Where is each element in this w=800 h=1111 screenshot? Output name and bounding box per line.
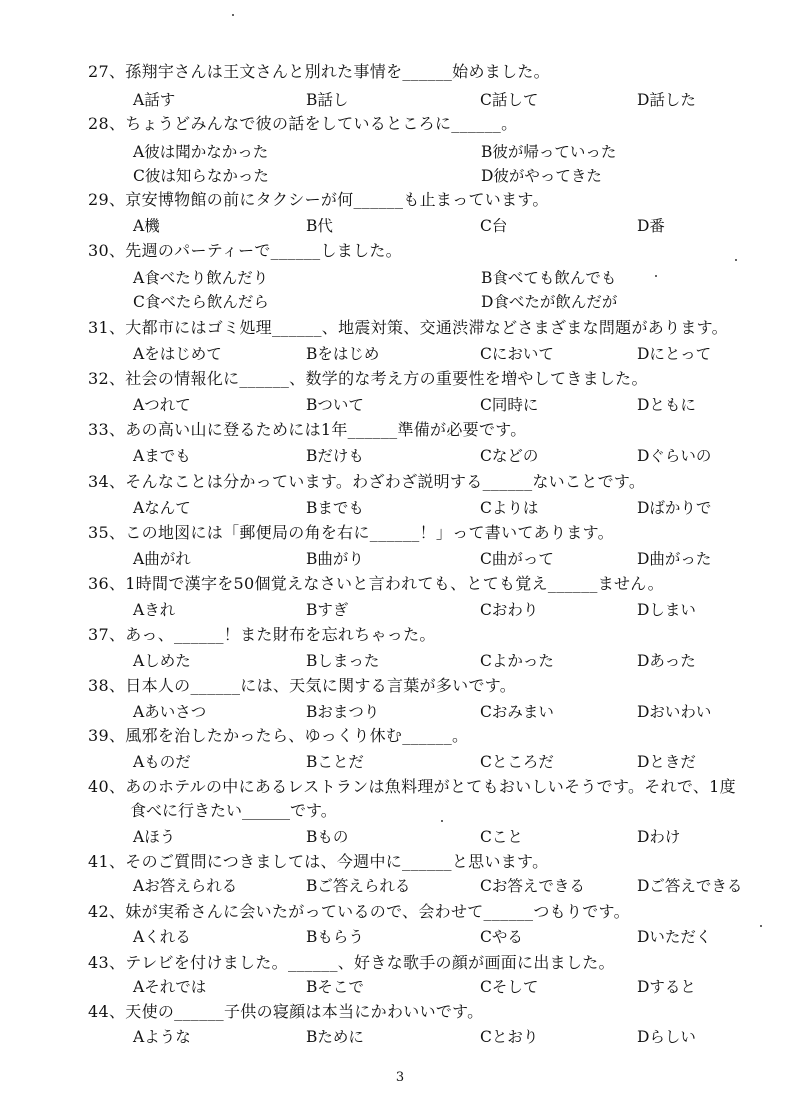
- option-c: Cやる: [480, 928, 523, 946]
- question-text: 京安博物館の前にタクシーが何______も止まっています。: [125, 190, 549, 209]
- question-stem: [88, 318, 788, 338]
- question-number: 30、: [88, 241, 126, 260]
- option-a: A話す: [133, 91, 176, 109]
- question-stem: [88, 625, 788, 645]
- option-b: Bもの: [306, 828, 349, 846]
- option-a: Aお答えられる: [133, 877, 238, 895]
- question-stem: [88, 523, 788, 543]
- option-a: A曲がれ: [133, 550, 191, 568]
- question-text: そのご質問につきましては、今週中に______と思います。: [125, 852, 549, 871]
- question-number: 40、: [88, 777, 126, 796]
- option-c: Cなどの: [480, 447, 539, 465]
- option-d: Dあった: [637, 652, 696, 670]
- question-number: 41、: [88, 852, 126, 871]
- option-b: B食べても飲んでも: [481, 269, 617, 287]
- option-a: Aほう: [133, 828, 176, 846]
- option-d: Dご答えできる: [637, 877, 743, 895]
- question-number: 33、: [88, 420, 126, 439]
- question-stem: [88, 1002, 788, 1022]
- option-d: D話した: [637, 91, 696, 109]
- option-b: Bおまつり: [306, 703, 380, 721]
- option-a: Aをはじめて: [133, 345, 222, 363]
- question-stem: [88, 190, 788, 210]
- option-a: Aそれでは: [133, 978, 207, 996]
- question-number: 31、: [88, 318, 126, 337]
- option-a: Aまでも: [133, 447, 191, 465]
- option-a: A食べたり飲んだり: [133, 269, 269, 287]
- option-d: D食べたが飲んだが: [481, 293, 618, 311]
- question-number: 35、: [88, 523, 126, 542]
- scan-speck: [441, 820, 443, 822]
- question-number: 28、: [88, 114, 126, 133]
- question-number: 38、: [88, 676, 126, 695]
- option-d: Dらしい: [637, 1028, 696, 1046]
- option-c: Cおみまい: [480, 703, 554, 721]
- question-text: 天使の______子供の寝顔は本当にかわいいです。: [125, 1002, 484, 1021]
- question-number: 43、: [88, 953, 126, 972]
- option-b: B曲がり: [306, 550, 364, 568]
- option-b: Bご答えられる: [306, 877, 411, 895]
- question-stem: [88, 902, 788, 922]
- question-text: 1時間で漢字を50個覚えなさいと言われても、とても覚え______ません。: [125, 574, 664, 593]
- question-number: 36、: [88, 574, 126, 593]
- option-b: Bをはじめ: [306, 345, 380, 363]
- question-text: 先週のパーティーで______しました。: [125, 241, 402, 260]
- option-c: Cところだ: [480, 753, 554, 771]
- question-number: 29、: [88, 190, 126, 209]
- option-c: Cとおり: [480, 1028, 539, 1046]
- option-d: Dわけ: [637, 828, 681, 846]
- option-c: Cお答えできる: [480, 877, 585, 895]
- question-text: この地図には「郵便局の角を右に______！」って書いてあります。: [125, 523, 614, 542]
- option-b: Bことだ: [306, 753, 364, 771]
- option-c: C話して: [480, 91, 539, 109]
- page-number: 3: [395, 1070, 405, 1085]
- option-a: Aくれる: [133, 928, 191, 946]
- question-text: ちょうどみんなで彼の話をしているところに______。: [125, 114, 518, 133]
- question-text: あのホテルの中にあるレストランは魚料理がとてもおいしいそうです。それで、1度: [125, 777, 736, 796]
- question-text: 風邪を治したかったら、ゆっくり休む______。: [125, 726, 469, 745]
- option-b: B話し: [306, 91, 349, 109]
- question-number: 39、: [88, 726, 126, 745]
- option-a: Aつれて: [133, 396, 191, 414]
- option-d: Dぐらいの: [637, 447, 712, 465]
- question-stem: [88, 574, 788, 594]
- option-d: D曲がった: [637, 550, 712, 568]
- option-d: Dにとって: [637, 345, 712, 363]
- question-stem: [88, 852, 788, 872]
- option-c: Cよかった: [480, 652, 554, 670]
- scan-speck: [760, 925, 762, 927]
- question-stem: [88, 241, 788, 261]
- question-text: 孫翔宇さんは王文さんと別れた事情を______始めました。: [125, 62, 550, 81]
- question-text: そんなことは分かっています。わざわざ説明する______ないことです。: [125, 472, 646, 491]
- question-stem: [88, 777, 788, 797]
- scan-speck: [655, 275, 657, 277]
- option-d: Dしまい: [637, 601, 696, 619]
- option-d: Dすると: [637, 978, 696, 996]
- question-stem: [88, 369, 788, 389]
- option-b: Bもらう: [306, 928, 364, 946]
- option-b: Bそこで: [306, 978, 364, 996]
- option-c: C同時に: [480, 396, 539, 414]
- option-b: Bすぎ: [306, 601, 349, 619]
- option-c: Cよりは: [480, 499, 539, 517]
- option-a: Aような: [133, 1028, 191, 1046]
- question-text: あっ、______！また財布を忘れちゃった。: [125, 625, 436, 644]
- question-stem: [88, 62, 788, 82]
- option-b: B代: [306, 217, 333, 235]
- option-a: Aあいさつ: [133, 703, 207, 721]
- option-d: Dいただく: [637, 928, 712, 946]
- question-number: 27、: [88, 62, 126, 81]
- option-d: D彼がやってきた: [481, 167, 602, 185]
- option-d: Dときだ: [637, 753, 696, 771]
- option-a: A機: [133, 217, 160, 235]
- question-stem: [88, 420, 788, 440]
- scan-speck: [735, 259, 737, 261]
- scan-speck: [232, 14, 234, 16]
- question-text: 大都市にはゴミ処理______、地震対策、交通渋滞などさまざまな問題があります。: [125, 318, 728, 337]
- question-number: 37、: [88, 625, 126, 644]
- option-c: C彼は知らなかった: [133, 167, 269, 185]
- option-b: Bために: [306, 1028, 364, 1046]
- option-c: C台: [480, 217, 508, 235]
- option-a: Aきれ: [133, 601, 176, 619]
- question-stem: [88, 953, 788, 973]
- question-number: 42、: [88, 902, 126, 921]
- option-d: D番: [637, 217, 665, 235]
- option-c: C曲がって: [480, 550, 554, 568]
- question-text: 社会の情報化に______、数学的な考え方の重要性を増やしてきました。: [125, 369, 648, 388]
- option-c: C食べたら飲んだら: [133, 293, 269, 311]
- question-text: 日本人の______には、天気に関する言葉が多いです。: [125, 676, 517, 695]
- option-b: Bしまった: [306, 652, 380, 670]
- question-number: 44、: [88, 1002, 126, 1021]
- question-number: 32、: [88, 369, 126, 388]
- option-b: Bまでも: [306, 499, 364, 517]
- question-text: テレビを付けました。______、好きな歌手の顔が画面に出ました。: [125, 953, 615, 972]
- option-c: Cおわり: [480, 601, 539, 619]
- question-text: あの高い山に登るためには1年______準備が必要です。: [125, 420, 527, 439]
- question-stem: [88, 676, 788, 696]
- option-a: A彼は聞かなかった: [133, 143, 269, 161]
- question-stem: [88, 114, 788, 134]
- option-c: Cにおいて: [480, 345, 554, 363]
- option-b: Bだけも: [306, 447, 364, 465]
- option-a: Aしめた: [133, 652, 191, 670]
- option-a: Aなんて: [133, 499, 191, 517]
- question-text: 妹が実希さんに会いたがっているので、会わせて______つもりです。: [125, 902, 630, 921]
- option-c: Cそして: [480, 978, 539, 996]
- question-stem: [88, 472, 788, 492]
- option-d: Dばかりで: [637, 499, 712, 517]
- option-d: Dおいわい: [637, 703, 712, 721]
- option-c: Cこと: [480, 828, 523, 846]
- question-stem: [88, 726, 788, 746]
- question-number: 34、: [88, 472, 126, 491]
- option-a: Aものだ: [133, 753, 191, 771]
- question-text-continued: 食べに行きたい______です。: [130, 801, 337, 820]
- option-b: B彼が帰っていった: [481, 143, 617, 161]
- option-b: Bついて: [306, 396, 364, 414]
- option-d: Dともに: [637, 396, 696, 414]
